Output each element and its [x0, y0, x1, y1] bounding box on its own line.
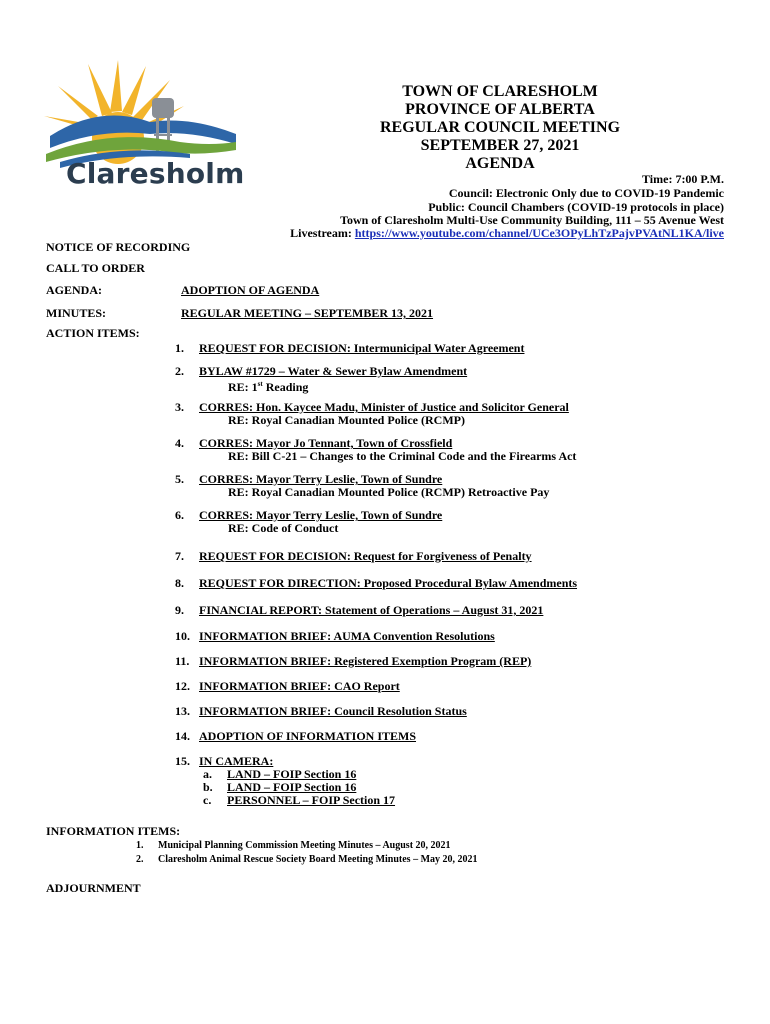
livestream-label: Livestream:: [290, 226, 355, 240]
sub-item-title: LAND – FOIP Section 16: [227, 780, 357, 794]
item-title: CORRES: Mayor Jo Tennant, Town of Crossfield: [199, 436, 453, 450]
action-items-label: ACTION ITEMS:: [46, 326, 140, 340]
action-item: [175, 655, 531, 668]
in-camera-item: [203, 794, 395, 807]
action-item: [175, 755, 273, 768]
item-number: 12.: [175, 679, 190, 693]
item-title: CORRES: Mayor Terry Leslie, Town of Sundre: [199, 508, 443, 522]
item-title: INFORMATION BRIEF: AUMA Convention Resolutions: [199, 629, 495, 643]
information-item: [136, 854, 478, 865]
item-number: 15.: [175, 754, 190, 768]
item-title: Municipal Planning Commission Meeting Minutes – August 20, 2021: [158, 840, 451, 851]
in-camera-item: [203, 768, 356, 781]
item-number: 9.: [175, 603, 184, 617]
call-to-order: CALL TO ORDER: [46, 261, 145, 275]
action-item: [175, 705, 467, 718]
item-number: 14.: [175, 729, 190, 743]
notice-of-recording: NOTICE OF RECORDING: [46, 240, 191, 254]
meeting-location: Town of Claresholm Multi-Use Community Building, 111 – 55 Avenue West: [340, 213, 724, 227]
item-number: 7.: [175, 549, 184, 563]
agenda-label: AGENDA:: [46, 283, 102, 297]
logo-wordmark: Claresholm: [66, 157, 245, 190]
title-line-1: TOWN OF CLARESHOLM: [402, 83, 598, 100]
livestream-link[interactable]: https://www.youtube.com/channel/UCe3OPyLhTzPajvPVAtNL1KA/live: [354, 226, 724, 240]
action-item: [175, 473, 549, 498]
sub-item-letter: a.: [203, 767, 212, 781]
item-subtitle: RE: 1st Reading: [228, 379, 309, 394]
item-title: CORRES: Mayor Terry Leslie, Town of Sundre: [199, 472, 443, 486]
item-number: 3.: [175, 400, 184, 414]
item-title: REQUEST FOR DIRECTION: Proposed Procedural Bylaw Amendments: [199, 576, 578, 590]
item-number: 2.: [136, 854, 144, 865]
action-item: [175, 550, 532, 563]
council-attendance: Council: Electronic Only due to COVID-19 Pandemic: [448, 186, 724, 200]
information-items-label: INFORMATION ITEMS:: [46, 824, 181, 838]
item-number: 11.: [175, 654, 190, 668]
item-subtitle: RE: Royal Canadian Mounted Police (RCMP): [228, 412, 465, 427]
action-item: [175, 604, 543, 617]
item-title: REQUEST FOR DECISION: Request for Forgiveness of Penalty: [199, 549, 532, 563]
action-item: [175, 730, 416, 743]
item-subtitle: RE: Code of Conduct: [228, 520, 339, 535]
action-item: [175, 630, 495, 643]
action-item: [175, 680, 400, 693]
item-title: IN CAMERA:: [199, 754, 274, 768]
meeting-time: Time: 7:00 P.M.: [642, 172, 724, 186]
item-number: 6.: [175, 508, 184, 522]
item-title: INFORMATION BRIEF: Registered Exemption Program (REP): [199, 654, 532, 668]
in-camera-item: [203, 781, 356, 794]
item-number: 8.: [175, 576, 184, 590]
action-item: [175, 509, 442, 534]
item-subtitle: RE: Royal Canadian Mounted Police (RCMP) Retroactive Pay: [228, 484, 550, 499]
sub-item-letter: c.: [203, 793, 212, 807]
item-number: 10.: [175, 629, 190, 643]
item-number: 1.: [136, 840, 144, 851]
action-item: [175, 401, 569, 426]
sub-item-title: PERSONNEL – FOIP Section 17: [227, 793, 396, 807]
minutes-item: REGULAR MEETING – SEPTEMBER 13, 2021: [181, 306, 434, 320]
agenda-title: [300, 83, 700, 173]
title-line-5: AGENDA: [465, 155, 535, 172]
sub-item-title: LAND – FOIP Section 16: [227, 767, 357, 781]
minutes-label: MINUTES:: [46, 306, 107, 320]
item-number: 4.: [175, 436, 184, 450]
item-title: INFORMATION BRIEF: CAO Report: [199, 679, 400, 693]
item-title: CORRES: Hon. Kaycee Madu, Minister of Justice and Solicitor General: [199, 400, 569, 414]
adoption-of-agenda: ADOPTION OF AGENDA: [181, 283, 320, 297]
action-item: [175, 437, 576, 462]
sub-item-letter: b.: [203, 780, 213, 794]
item-subtitle: RE: Bill C-21 – Changes to the Criminal Code and the Firearms Act: [228, 448, 577, 463]
item-title: REQUEST FOR DECISION: Intermunicipal Water Agreement: [199, 341, 525, 355]
item-title: Claresholm Animal Rescue Society Board Meeting Minutes – May 20, 2021: [158, 854, 478, 865]
livestream-line: [290, 226, 724, 241]
public-attendance: Public: Council Chambers (COVID-19 protocols in place): [428, 200, 724, 214]
information-item: [136, 840, 451, 851]
action-item: [175, 577, 577, 590]
item-title: FINANCIAL REPORT: Statement of Operations – August 31, 2021: [199, 603, 544, 617]
action-item: [175, 365, 467, 393]
item-number: 5.: [175, 472, 184, 486]
item-number: 13.: [175, 704, 190, 718]
title-line-3: REGULAR COUNCIL MEETING: [379, 119, 621, 136]
item-title: ADOPTION OF INFORMATION ITEMS: [199, 729, 417, 743]
action-item: [175, 342, 524, 355]
item-number: 1.: [175, 341, 184, 355]
title-line-2: PROVINCE OF ALBERTA: [405, 101, 595, 118]
adjournment: ADJOURNMENT: [46, 881, 141, 895]
title-line-4: SEPTEMBER 27, 2021: [420, 137, 580, 154]
item-number: 2.: [175, 364, 184, 378]
item-title: INFORMATION BRIEF: Council Resolution Status: [199, 704, 467, 718]
item-title: BYLAW #1729 – Water & Sewer Bylaw Amendment: [199, 364, 468, 378]
